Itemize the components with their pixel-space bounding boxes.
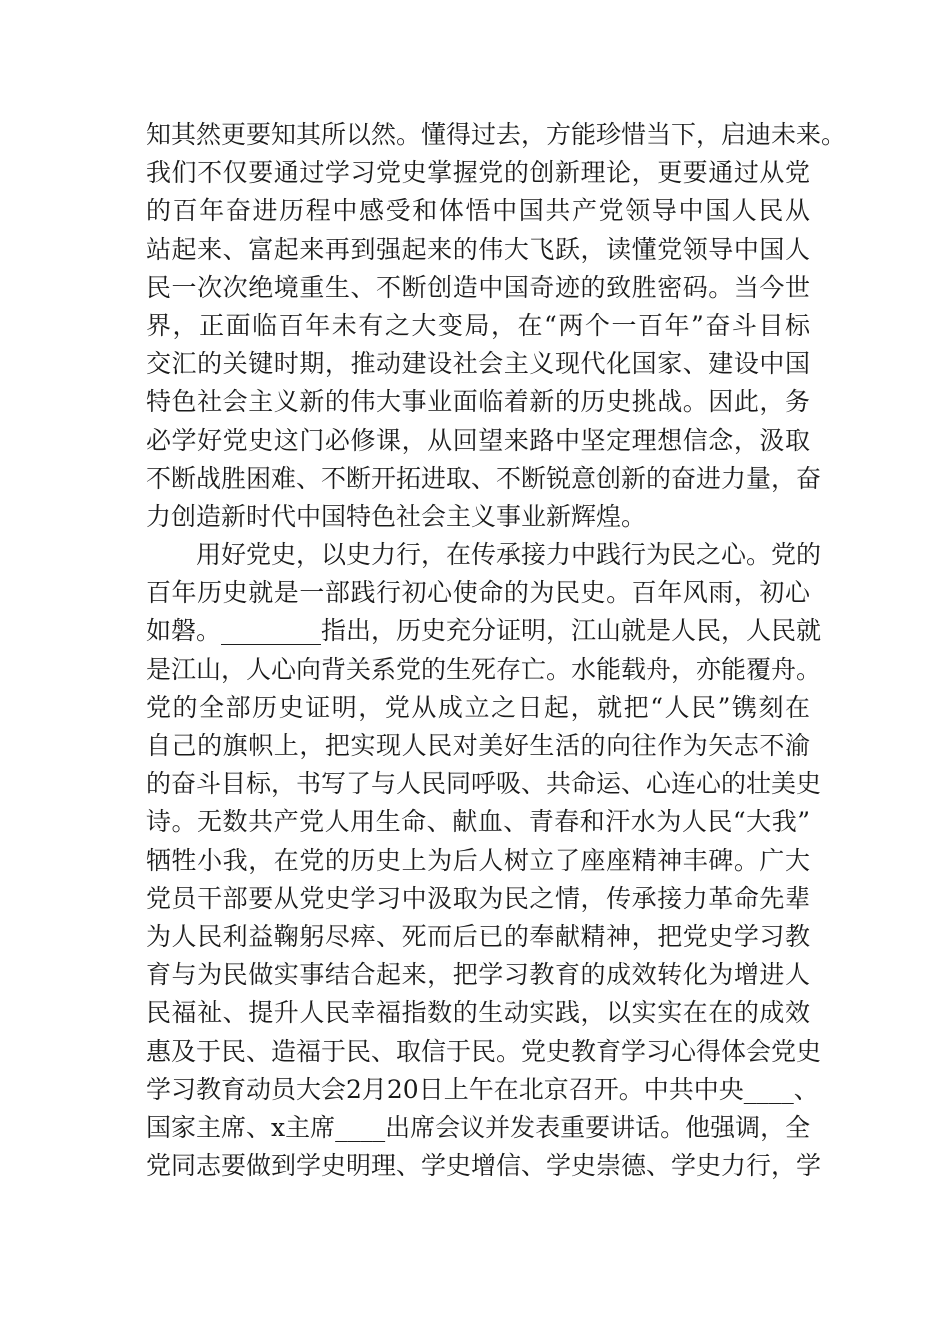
text-line: 党的全部历史证明，党从成立之日起，就把“人民”镌刻在: [146, 692, 810, 722]
text-line: 交汇的关键时期，推动建设社会主义现代化国家、建设中国: [146, 349, 810, 379]
text-line: 的百年奋进历程中感受和体悟中国共产党领导中国人民从: [146, 196, 810, 226]
text-line: 是江山，人心向背关系党的生死存亡。水能载舟，亦能覆舟。: [146, 654, 822, 684]
text-line: 不断战胜困难、不断开拓进取、不断锐意创新的奋进力量，奋: [146, 463, 822, 493]
text-line: 我们不仅要通过学习党史掌握党的创新理论，更要通过从党: [146, 158, 810, 188]
text-line: 自己的旗帜上，把实现人民对美好生活的向往作为矢志不渝: [146, 731, 810, 760]
text-line: 知其然更要知其所以然。懂得过去，方能珍惜当下，启迪未来。: [146, 120, 847, 149]
text-line: 民福祉、提升人民幸福指数的生动实践，以实实在在的成效: [146, 998, 810, 1028]
text-line: 学习教育动员大会2月20日上午在北京召开。中共中央____、: [146, 1074, 819, 1104]
text-line: 站起来、富起来再到强起来的伟大飞跃，读懂党领导中国人: [146, 234, 810, 264]
text-line: 为人民利益鞠躬尽瘁、死而后已的奉献精神，把党史学习教: [146, 921, 810, 951]
text-line: 牺牲小我，在党的历史上为后人树立了座座精神丰碑。广大: [146, 845, 810, 875]
text-line: 必学好党史这门必修课，从回望来路中坚定理想信念，汲取: [146, 425, 810, 455]
text-line: 惠及于民、造福于民、取信于民。党史教育学习心得体会党史: [146, 1036, 822, 1066]
text-line: 育与为民做实事结合起来，把学习教育的成效转化为增进人: [146, 960, 810, 990]
text-line: 党员干部要从党史学习中汲取为民之情，传承接力革命先辈: [146, 883, 810, 913]
text-line: 党同志要做到学史明理、学史增信、学史崇德、学史力行，学: [146, 1151, 822, 1181]
text-line: 的奋斗目标，书写了与人民同呼吸、共命运、心连心的壮美史: [146, 769, 822, 799]
body-text: [146, 116, 847, 1185]
text-line: 诗。无数共产党人用生命、献血、青春和汗水为人民“大我”: [146, 807, 810, 837]
text-line: 特色社会主义新的伟大事业面临着新的历史挑战。因此，务: [146, 387, 810, 417]
text-line: 如磐。________指出，历史充分证明，江山就是人民，人民就: [146, 616, 822, 646]
text-line: 国家主席、x主席____出席会议并发表重要讲话。他强调，全: [146, 1112, 811, 1142]
paragraph-end-line: 力创造新时代中国特色社会主义事业新辉煌。: [146, 501, 647, 531]
text-line: 百年历史就是一部践行初心使命的为民史。百年风雨，初心: [146, 578, 810, 608]
text-line: 民一次次绝境重生、不断创造中国奇迹的致胜密码。当今世: [146, 272, 810, 302]
paragraph-start-line: 用好党史，以史力行，在传承接力中践行为民之心。党的: [196, 540, 822, 570]
text-line: 界，正面临百年未有之大变局，在“两个一百年”奋斗目标: [146, 310, 810, 340]
